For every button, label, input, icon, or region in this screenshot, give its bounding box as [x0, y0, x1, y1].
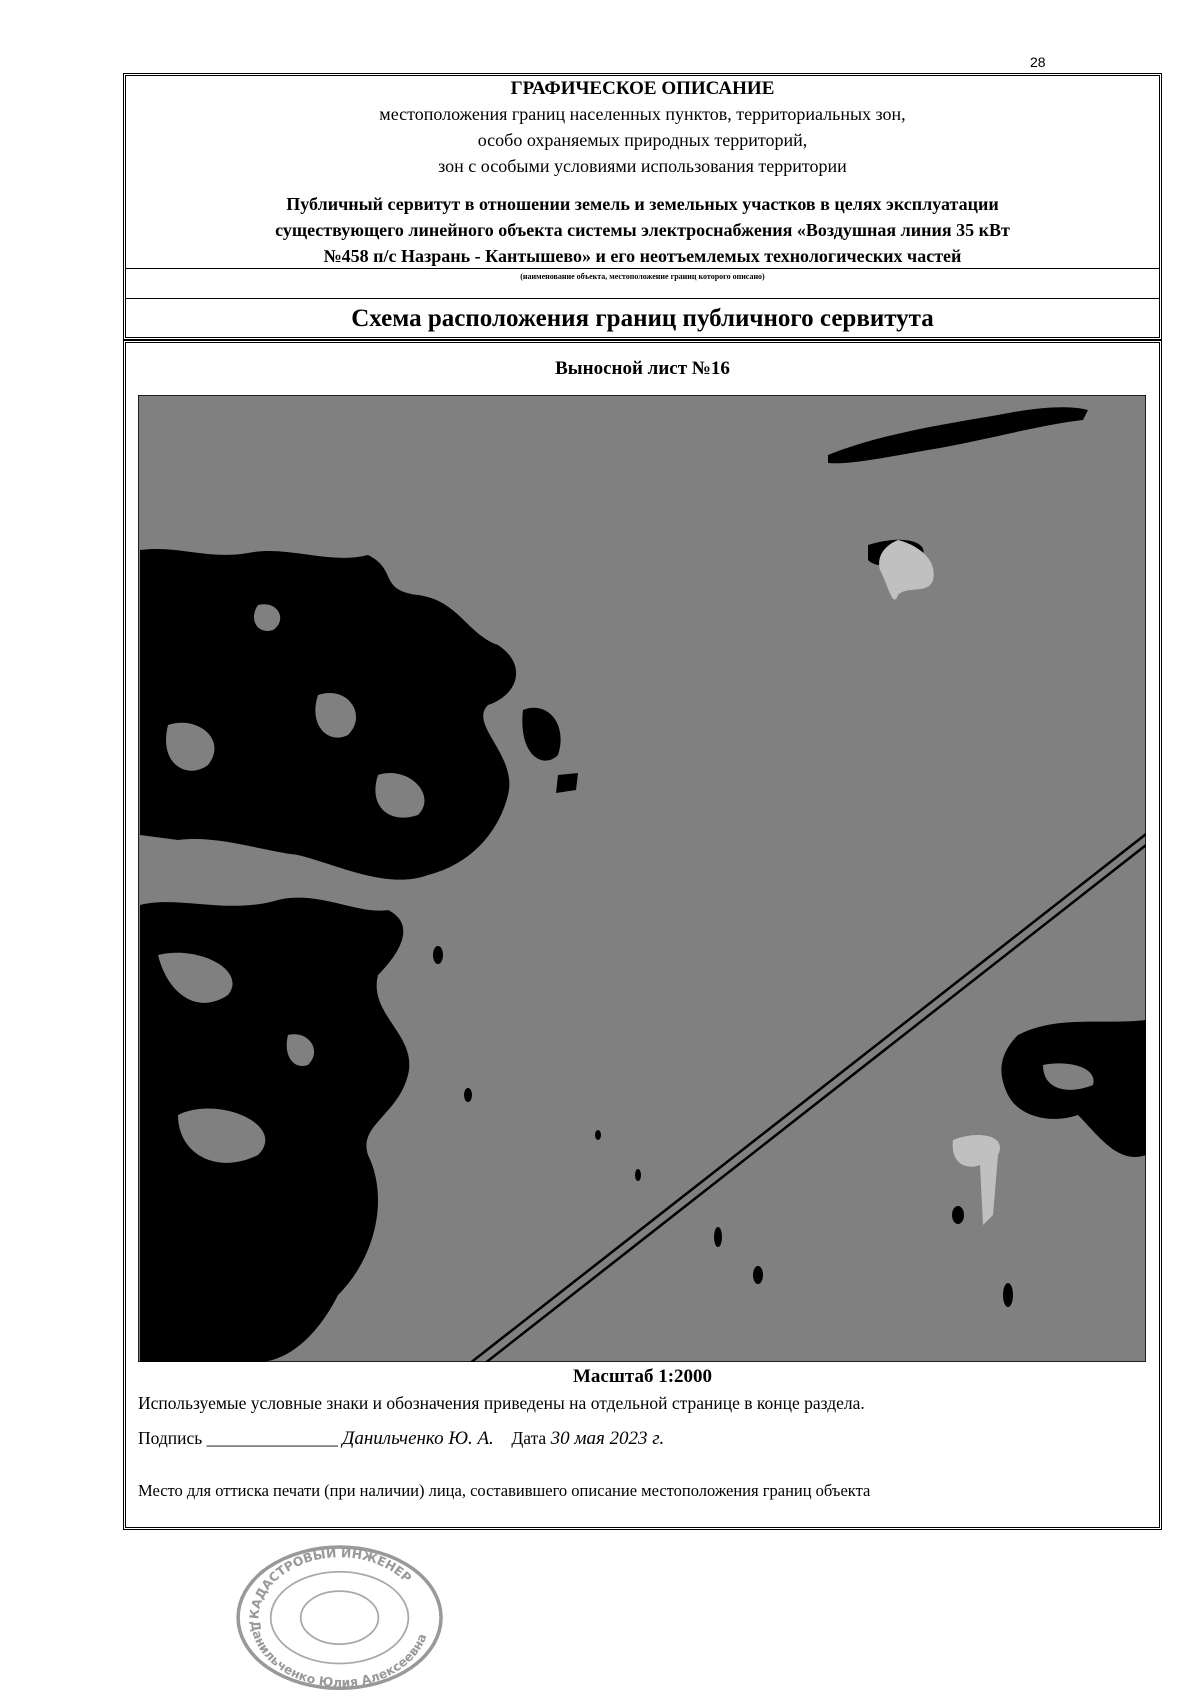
subtitle-line-3: зон с особыми условиями использования территории [438, 156, 847, 176]
signature-line: _______________ [206, 1428, 338, 1448]
map-image [138, 395, 1146, 1362]
divider [126, 298, 1159, 299]
signer-name: Данильченко Ю. А. [342, 1428, 494, 1449]
legend-note: Используемые условные знаки и обозначения приведены на отдельной странице в конце раздела. [138, 1393, 865, 1413]
object-line-1: Публичный сервитут в отношении земель и земельных участков в целях эксплуатации [286, 194, 999, 214]
signature-label: Подпись [138, 1428, 203, 1448]
subtitle-line-1: местоположения границ населенных пунктов, территориальных зон, [379, 104, 906, 124]
page-number: 28 [1030, 54, 1046, 70]
map-scale: Масштаб 1:2000 [572, 1366, 713, 1387]
signature-row [138, 1426, 664, 1451]
object-line-2: существующего линейного объекта системы электроснабжения «Воздушная линия 35 кВт [275, 220, 1010, 240]
object-line-3: №458 п/с Назрань - Кантышево» и его неотъемлемых технологических частей [323, 246, 962, 266]
signature-date: 30 мая 2023 г. [550, 1428, 665, 1449]
seal-place-note: Место для оттиска печати (при наличии) лица, составившего описание местоположения границ объекта [138, 1481, 871, 1500]
svg-text:Данильченко Юлия Алексеевна [248, 1620, 429, 1690]
subtitle-line-2: особо охраняемых природных территорий, [477, 130, 808, 150]
object-caption: (наименование объекта, местоположение границ которого описано) [520, 272, 765, 281]
document-title: ГРАФИЧЕСКОЕ ОПИСАНИЕ [510, 78, 775, 99]
sheet-title: Выносной лист №16 [555, 358, 730, 379]
date-label: Дата [511, 1428, 547, 1448]
scheme-title: Схема расположения границ публичного сервитута [351, 305, 934, 332]
stamp-top-text: КАДАСТРОВЫЙ ИНЖЕНЕР [247, 1546, 414, 1620]
divider [126, 268, 1159, 269]
stamp-outer-text: Данильченко Юлия Алексеевна [248, 1619, 430, 1690]
seal-stamp [230, 1540, 450, 1690]
